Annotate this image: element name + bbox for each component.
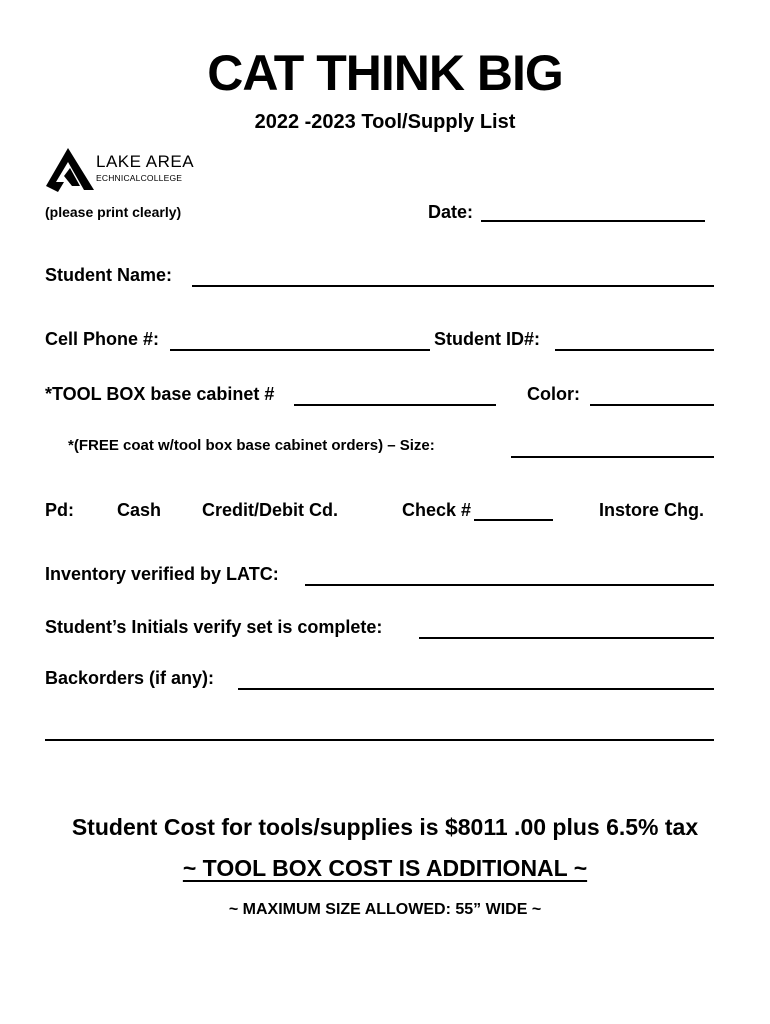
max-size-notice: ~ MAXIMUM SIZE ALLOWED: 55” WIDE ~ [228, 901, 542, 918]
inventory-field[interactable] [305, 568, 714, 586]
color-label: Color: [527, 384, 580, 404]
college-logo [44, 146, 204, 194]
free-coat-label: *(FREE coat w/tool box base cabinet orders) – Size: [68, 437, 435, 454]
backorders-field[interactable] [238, 672, 714, 690]
student-id-label: Student ID#: [434, 329, 540, 349]
inventory-label: Inventory verified by LATC: [45, 564, 279, 584]
lake-area-logo-icon [44, 146, 96, 194]
initials-field[interactable] [419, 621, 714, 639]
backorders-label: Backorders (if any): [45, 668, 215, 688]
date-field[interactable] [481, 204, 705, 222]
date-label: Date: [428, 202, 474, 222]
toolbox-cabinet-label: *TOOL BOX base cabinet # [45, 384, 275, 404]
toolbox-cabinet-field[interactable] [294, 388, 496, 406]
cell-phone-field[interactable] [170, 333, 430, 351]
check-number-field[interactable] [474, 503, 553, 521]
logo-name: LAKE AREA [96, 152, 195, 171]
cell-phone-label: Cell Phone #: [45, 329, 160, 349]
page-title: CAT THINK BIG [207, 45, 563, 101]
page-subtitle: 2022 -2023 Tool/Supply List [254, 111, 516, 133]
student-name-label: Student Name: [45, 265, 173, 285]
payment-cash-option[interactable]: Cash [117, 500, 162, 520]
payment-instore-option[interactable]: Instore Chg. [599, 500, 705, 520]
backorders-extra-field[interactable] [45, 723, 714, 741]
student-name-field[interactable] [192, 269, 714, 287]
paid-label: Pd: [45, 500, 74, 520]
toolbox-cost-notice: ~ TOOL BOX COST IS ADDITIONAL ~ [182, 855, 588, 881]
print-note: (please print clearly) [45, 204, 182, 220]
student-cost-text: Student Cost for tools/supplies is $8011 .00 plus 6.5% tax [71, 814, 699, 840]
payment-credit-option[interactable]: Credit/Debit Cd. [202, 500, 339, 520]
initials-label: Student’s Initials verify set is complete: [45, 617, 383, 637]
color-field[interactable] [590, 388, 714, 406]
payment-check-option[interactable]: Check # [402, 500, 472, 520]
logo-subtext: ECHNICALCOLLEGE [96, 173, 183, 183]
student-id-field[interactable] [555, 333, 714, 351]
coat-size-field[interactable] [511, 440, 714, 458]
